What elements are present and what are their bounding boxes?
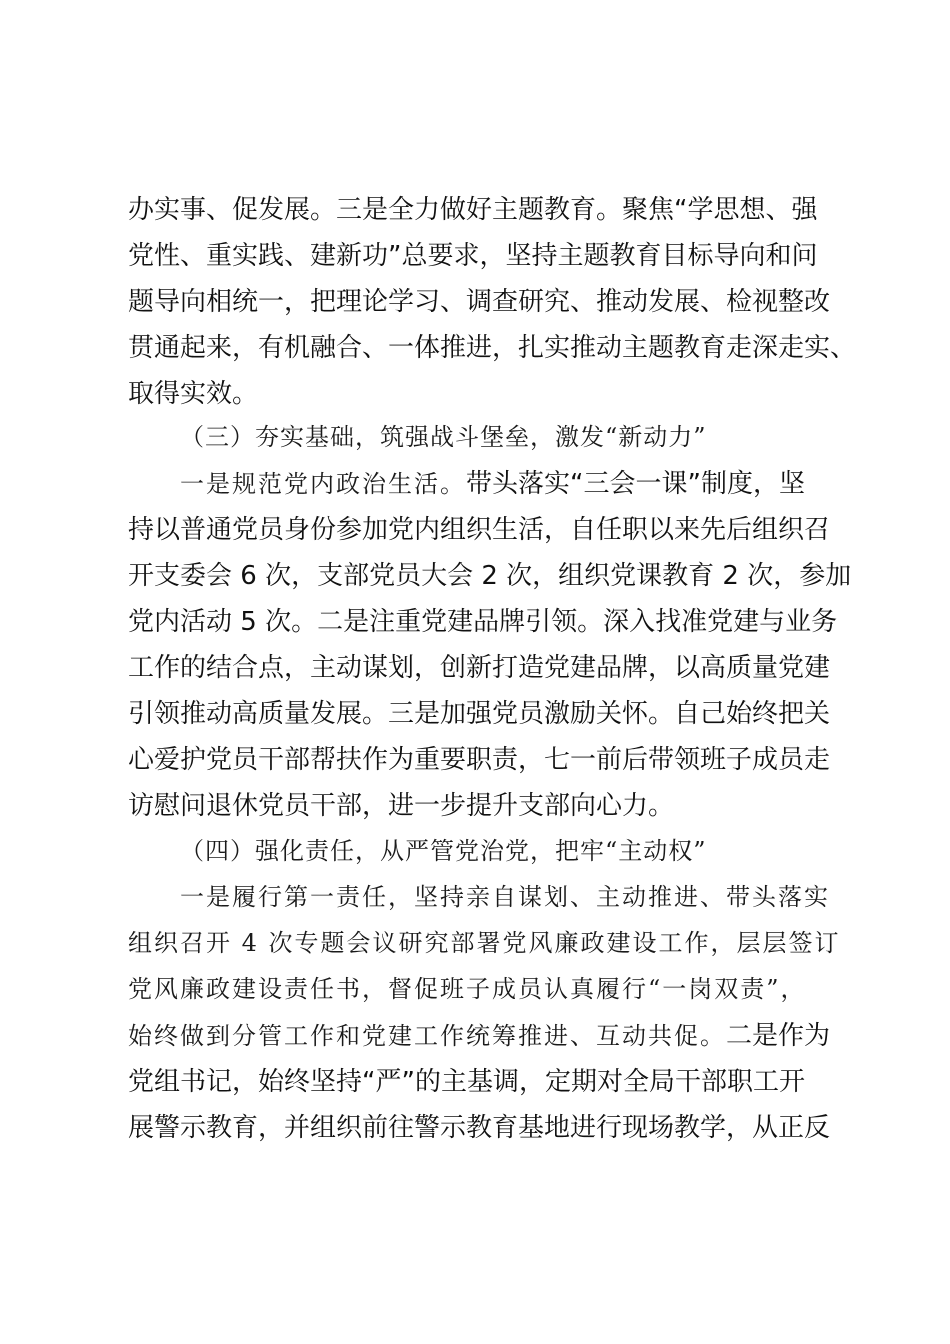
paragraph-line: 持以普通党员身份参加党内组织生活，自任职以来先后组织召 [128,515,831,545]
serif-phrase: 始终做到分管工作和党建工作统筹推进、互动共促。 [128,1022,726,1050]
paragraph-line: 党风廉政建设责任书，督促班子成员认真履行“一岗双责”， [128,975,807,1003]
paragraph-line: 展警示教育，并组织前往警示教育基地进行现场教学，从正反 [128,1113,831,1143]
paragraph-line: 引领推动高质量发展。三是加强党员激励关怀。自己始终把关 [128,699,831,729]
paragraph-line: 党性、重实践、建新功”总要求，坚持主题教育目标导向和问 [128,241,818,271]
paragraph-line: 工作的结合点，主动谋划，创新打造党建品牌，以高质量党建 [128,653,831,683]
paragraph-line [128,1013,831,1059]
paragraph-line: 贯通起来，有机融合、一体推进，扎实推动主题教育走深走实、 [128,333,857,363]
paragraph-line: 办实事、促发展。三是全力做好主题教育。聚焦“学思想、强 [128,195,818,225]
line-rest: 二是作为 [726,1021,831,1051]
section-heading-4: （四）强化责任，从严管党治党，把牢“主动权” [180,837,707,865]
paragraph-line: 取得实效。 [128,379,259,409]
paragraph-line [180,461,828,507]
paragraph-line: 题导向相统一，把理论学习、调查研究、推动发展、检视整改 [128,287,831,317]
section-heading-3: （三）夯实基础，筑强战斗堡垒，激发“新动力” [180,423,707,451]
paragraph-line: 心爱护党员干部帮扶作为重要职责，七一前后带领班子成员走 [128,745,831,775]
paragraph-line: 访慰问退休党员干部，进一步提升支部向心力。 [128,791,675,821]
lead-phrase: 一是规范党内政治生活。 [180,470,466,498]
paragraph-line: 党组书记，始终坚持“严”的主基调，定期对全局干部职工开 [128,1067,805,1097]
paragraph-line: 组织召开 4 次专题会议研究部署党风廉政建设工作，层层签订 [128,929,841,957]
paragraph-line: 开支委会 6 次，支部党员大会 2 次，组织党课教育 2 次，参加 [128,561,852,591]
line-rest: 带头落实“三会一课”制度，坚 [466,469,805,499]
paragraph-line: 党内活动 5 次。二是注重党建品牌引领。深入找准党建与业务 [128,607,838,637]
paragraph-line: 一是履行第一责任，坚持亲自谋划、主动推进、带头落实 [180,883,830,911]
